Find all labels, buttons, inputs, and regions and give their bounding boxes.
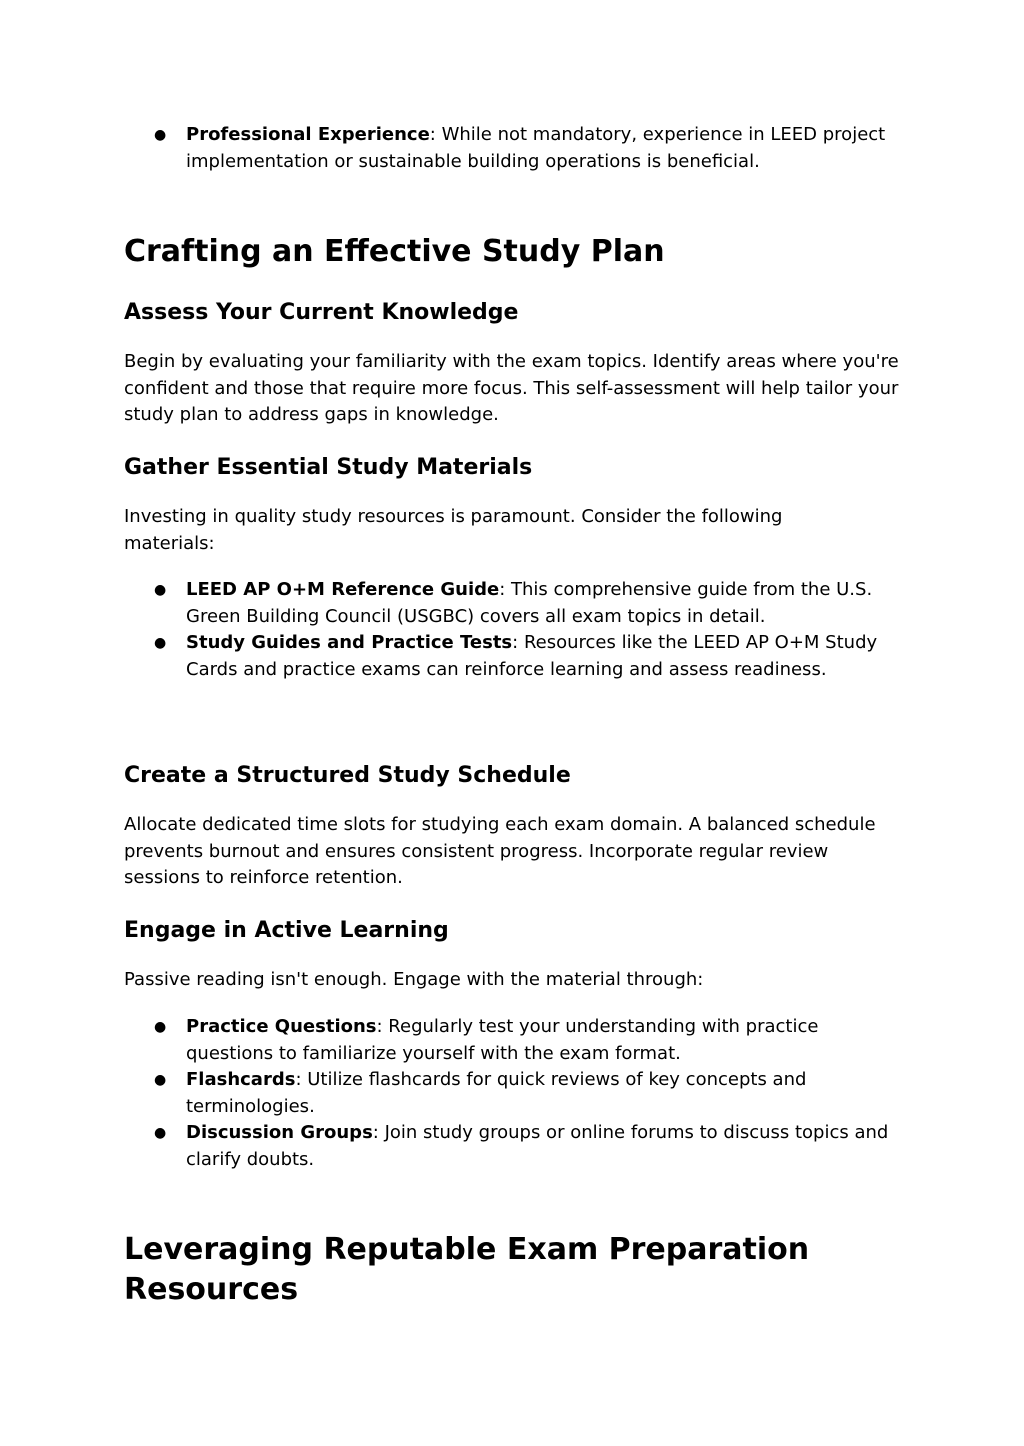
active-learning-list	[124, 1014, 899, 1173]
paragraph-gather-materials: Investing in quality study resources is paramount. Consider the following materials:	[124, 506, 783, 554]
list-item-term: Flashcards	[186, 1069, 296, 1090]
list-item-text: : Join study groups or online forums to discuss topics and clarify doubts.	[186, 1122, 889, 1170]
paragraph-assess-knowledge: Begin by evaluating your familiarity with the exam topics. Identify areas where you're confident and those that require more focus. This self-assessment will help tailor your study plan to address gaps in knowledge.	[124, 351, 899, 425]
list-item-text: : While not mandatory, experience in LEED project implementation or sustainable building operations is beneficial.	[186, 124, 886, 172]
paragraph-study-schedule: Allocate dedicated time slots for studying each exam domain. A balanced schedule prevents burnout and ensures consistent progress. Incorporate regular review sessions to reinforce retention.	[124, 814, 876, 888]
list-item-text: : Utilize flashcards for quick reviews of key concepts and terminologies.	[186, 1069, 807, 1117]
list-item-text: : Resources like the LEED AP O+M Study Cards and practice exams can reinforce learning and assess readiness.	[186, 632, 878, 680]
list-item	[124, 577, 899, 630]
list-item	[124, 1067, 899, 1120]
section-title-study-plan: Crafting an Effective Study Plan	[124, 234, 665, 269]
bullet-icon: ●	[154, 635, 167, 651]
paragraph-active-learning: Passive reading isn't enough. Engage with the material through:	[124, 969, 704, 990]
list-item	[124, 630, 899, 683]
heading-study-schedule: Create a Structured Study Schedule	[124, 763, 571, 788]
heading-assess-knowledge: Assess Your Current Knowledge	[124, 300, 519, 325]
list-item	[124, 1120, 899, 1173]
list-item	[124, 122, 899, 175]
bullet-icon: ●	[154, 1125, 167, 1141]
bullet-icon: ●	[154, 582, 167, 598]
list-item-text: : Regularly test your understanding with practice questions to familiarize yourself with the exam format.	[186, 1016, 819, 1064]
list-item	[124, 1014, 899, 1067]
bullet-icon: ●	[154, 127, 167, 143]
heading-gather-materials: Gather Essential Study Materials	[124, 455, 533, 480]
materials-list	[124, 577, 899, 683]
bullet-icon: ●	[154, 1072, 167, 1088]
intro-list	[124, 122, 899, 175]
list-item-term: Practice Questions	[186, 1016, 377, 1037]
section-title-resources: Leveraging Reputable Exam Preparation Resources	[124, 1232, 810, 1307]
heading-active-learning: Engage in Active Learning	[124, 918, 449, 943]
list-item-term: Study Guides and Practice Tests	[186, 632, 513, 653]
list-item-text: : This comprehensive guide from the U.S. Green Building Council (USGBC) covers all exam topics in detail.	[186, 579, 873, 627]
bullet-icon: ●	[154, 1019, 167, 1035]
list-item-term: LEED AP O+M Reference Guide	[186, 579, 500, 600]
list-item-term: Discussion Groups	[186, 1122, 373, 1143]
list-item-term: Professional Experience	[186, 124, 430, 145]
